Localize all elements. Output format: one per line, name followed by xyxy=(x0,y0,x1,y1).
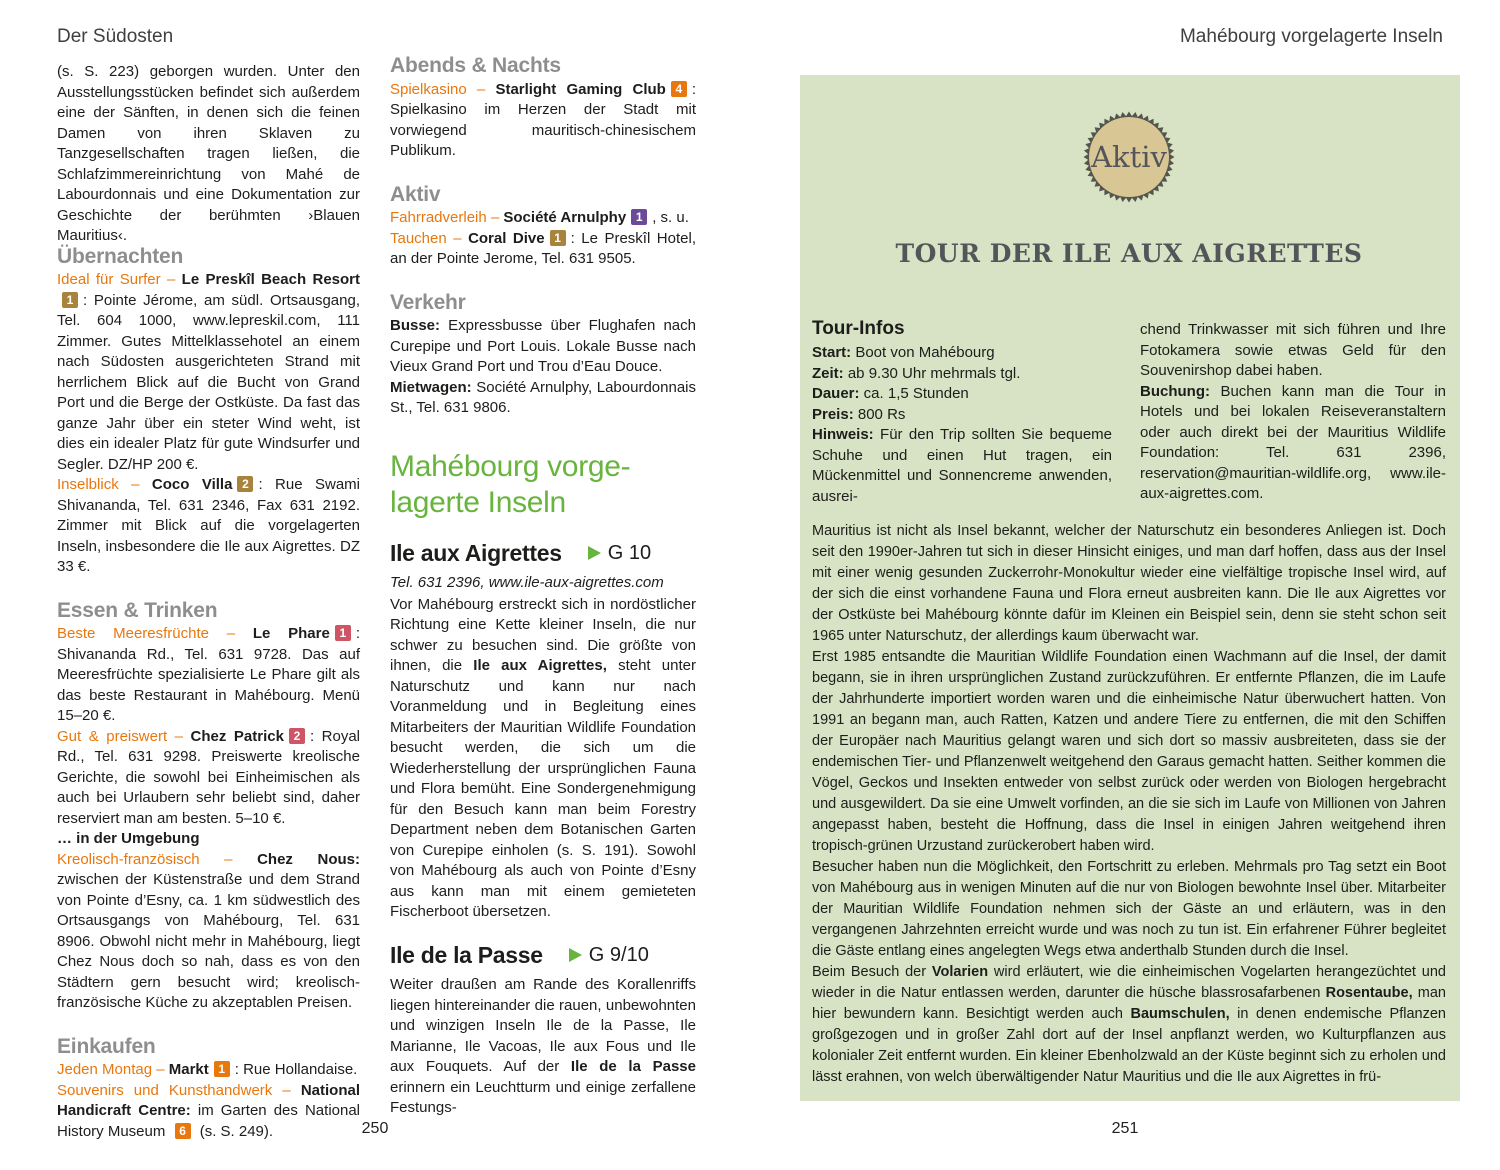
text-segment: Baumschulen, xyxy=(1130,1006,1230,1022)
text-segment: Chez Patrick xyxy=(190,727,284,745)
text-segment: Buchen kann man die Tour in Hotels und bei lokalen Reiseveranstaltern oder auch direkt bei der Mauritius Wildlife Foundation: Tel. 631 2396, reservation@mauritian-wildlife.org, www.ile-aux-aigrettes.com. xyxy=(1140,382,1446,502)
map-ref-badge: 1 xyxy=(631,209,647,225)
island-title: Ile aux Aigrettes xyxy=(390,539,562,566)
text-segment: Weiter draußen am Rande des Korallenriffs liegen hintereinander die rauen, unbewohnten und winzigen Inseln Ile de la Passe, Ile Marianne, Ile Vacoas, Ile aux Fous und Ile aux Fouquets. Auf der xyxy=(390,976,696,1075)
text-segment: Spielkasino – xyxy=(390,80,496,98)
text-segment: Ile aux Aigrettes, xyxy=(473,657,607,674)
listing-entry xyxy=(57,850,360,1014)
map-ref-badge: 6 xyxy=(175,1123,191,1139)
text-segment: Zeit: xyxy=(812,364,844,382)
text-segment: in denen endemische Pflanzen großgezogen und in großer Zahl dort auf der Insel anpflanzt werden, wo Kulturpflanzen aus kolonialer Zeit entfernt wurden. Ein kleiner Ebenholzwald an der Küste beginnt sich zu erholen und lässt erahnen, von welch überwältigender Natur Mauritius und die Ile aux Aigrettes in frü- xyxy=(812,1006,1446,1085)
text-segment: Buchung: xyxy=(1140,382,1210,400)
running-header-left: Der Südosten xyxy=(57,26,174,47)
tour-info-lines xyxy=(1140,320,1446,505)
text-segment: steht unter Naturschutz und kann nur nach Voranmeldung und in Begleitung eines Mitarbeiters der Mauritian Wildlife Foundation besucht werden, die sich um die Wiederherstellung der ursprünglichen Fauna und Flora bemüht. Eine Sondergenehmigung für den Besuch kann man beim Forestry Department neben dem Botanischen Garten von Curepipe einholen (s. S. 191). Sowohl von Mahébourg als auch von Pointe d’Esny aus kann man mit einem gemieteten Fischerboot übersetzen. xyxy=(390,657,696,920)
left-column-1 xyxy=(57,62,360,1142)
text-segment: Volarien xyxy=(931,964,989,980)
text-segment: Busse: xyxy=(390,317,441,334)
listing-entry xyxy=(57,727,360,830)
text-segment: : Rue Hollandaise. xyxy=(234,1061,358,1078)
text-segment: Inselblick – xyxy=(57,476,152,493)
text-segment: Expressbusse über Flughafen nach Curepipe und Port Louis. Lokale Busse nach Vieux Grand Port und Trou d’Eau Douce. xyxy=(390,317,696,375)
text-segment: ca. 1,5 Stunden xyxy=(859,385,969,402)
text-segment: : Pointe Jérome, am südl. Ortsausgang, Tel. 604 1000, www.lepreskil.com, 111 Zimmer. Gutes Mittelklassehotel an einem nach Südosten ausgerichteten Strand mit herrlichem Blick auf die Bucht von Grand Port und die Berge der Ostküste. Da fast das ganze Jahr über ein steter Wind weht, ist dies ein idealer Platz für gute Windsurfer und Segler. DZ/HP 200 €. xyxy=(57,291,360,473)
paragraph xyxy=(1140,320,1446,382)
paragraph xyxy=(812,962,1446,1088)
paragraph xyxy=(812,364,1112,385)
map-ref-badge: 2 xyxy=(289,728,305,744)
tour-infos-columns xyxy=(812,318,1446,507)
listing-entry xyxy=(390,208,696,229)
text-segment: Start: xyxy=(812,344,852,361)
tour-infos-right-column xyxy=(1140,318,1446,507)
text-segment: Starlight Gaming Club xyxy=(495,80,666,98)
text-segment: Boot von Mahébourg xyxy=(851,344,995,361)
listing-entry xyxy=(390,316,696,378)
paragraph xyxy=(812,521,1446,647)
text-segment: Vor Mahébourg erstreckt sich in nordöstlicher Richtung eine Kette kleiner Inseln, die nur schwer zu besuchen sind. Die größte von ihnen, die xyxy=(390,595,696,674)
island-paragraph xyxy=(390,975,696,1119)
paragraph xyxy=(812,384,1112,405)
text-segment: (s. S. 249). xyxy=(195,1122,274,1140)
paragraph xyxy=(812,425,1112,507)
listing-entry xyxy=(57,624,360,727)
aktiv-stamp-label: Aktiv xyxy=(1091,140,1167,174)
text-segment: Mauritius ist nicht als Insel bekannt, welcher der Naturschutz ein besonderes Anliegen ist. Doch seit den 1990er-Jahren tut sich in dieser Hinsicht einiges, und man darf hoffen, dass aus der Insel mit einer wenig gesunden Zuckerrohr-Monokultur wieder eine vielfältige tropische Insel wird, auf der sich die einst vorhandene Fauna und Flora erneut ausbreiten kann. Die Ile aux Aigrettes vor der Ostküste bei Mahébourg könnte dafür im Kleinen ein Beispiel sein, denn sie steht schon seit 1965 unter Naturschutz, der allerdings kaum überwacht war. xyxy=(812,523,1446,644)
section-heading: Aktiv xyxy=(390,182,441,206)
text-segment: wird erläutert, wie die einheimischen Vogelarten herangezüchtet und wieder in die Natur entlassen werden, darunter die hüsche blassrosafarbenen xyxy=(812,964,1446,1001)
map-ref-badge: 1 xyxy=(550,230,566,246)
tour-info-lines xyxy=(812,343,1112,507)
map-ref-badge: 1 xyxy=(335,625,351,641)
text-segment: Gut & preiswert – xyxy=(57,727,191,745)
text-segment: Für den Trip sollten Sie bequeme Schuhe und einen Hut tragen, ein Mückenmittel und Sonnencreme anwenden, ausrei- xyxy=(812,426,1112,505)
text-segment: Tauchen – xyxy=(390,229,469,247)
text-segment: : Royal Rd., Tel. 631 9298. Preiswerte kreolische Gerichte, die sowohl bei Einheimischen als auch bei Urlaubern sehr beliebt sind, daher reserviert man am besten. 5–10 €. xyxy=(57,727,361,827)
text-segment: Souvenirs und Kunsthandwerk – xyxy=(57,1081,301,1099)
grid-ref-label: G 10 xyxy=(607,541,652,564)
text-segment: Dauer: xyxy=(812,385,860,402)
text-segment: Kreolisch-französisch – xyxy=(57,850,258,868)
text-segment: , s. u. xyxy=(652,209,689,226)
text-segment: : Rue Swami Shivananda, Tel. 631 2346, Fax 631 2192. Zimmer mit Blick auf die vorgelagerten Inseln, insbesondere die Ile aux Aigrettes. DZ 33 €. xyxy=(57,476,361,575)
map-grid-reference xyxy=(569,945,649,966)
map-ref-badge: 1 xyxy=(214,1061,230,1077)
col2-sections xyxy=(390,56,696,419)
text-segment: Société Arnulphy xyxy=(503,209,627,226)
page-number-left: 250 xyxy=(361,1120,389,1137)
text-segment: Besucher haben nun die Möglichkeit, den Fortschritt zu erleben. Mehrmals pro Tag setzt ein Boot von Mahébourg aus in wenigen Minuten auf die nur von Biologen bewohnte Insel über. Mitarbeiter der Mauritian Wildlife Foundation nehmen sich der Gäste an und erläutern, was in den vergangenen Jahrzehnten erreicht wurde und was noch zu tun ist. Ein erfahrener Führer begleitet die Gäste entlang eines angelegten Wegs etwa anderthalb Stunden durch die Insel. xyxy=(812,859,1446,959)
chapter-heading xyxy=(390,449,696,521)
map-grid-reference xyxy=(588,543,651,564)
text-segment: Hinweis: xyxy=(812,426,874,443)
tour-infos-left-column xyxy=(812,318,1112,507)
text-segment: Le Preskîl Beach Resort xyxy=(181,271,360,288)
text-segment: Erst 1985 entsandte die Mauritian Wildlife Foundation einen Wachmann auf die Insel, der damit begann, sie in ihren ursprünglichen Zustand zurückzuführen. Er entfernte Pflanzen, die im Laufe der Jahrhunderte importiert worden waren und die einheimische Natur überwuchert hatten. Von 1991 an begann man, auch Ratten, Katzen und andere Tiere zu entfernen, die mit den Schiffen der Europäer nach Mauritius gelangt waren und sich dort so massiv ausbreiteten, dass sie der endemischen Tier- und Pflanzenwelt weitgehend den Garaus gemacht hatten. Seither kommen die Vögel, Geckos und Insekten entweder von selbst zurück oder werden von Biologen hergebracht und ausgewildert. Da sie eine Umwelt vorfinden, an die sie sich im Laufe von Millionen von Jahren angepasst haben, besteht die Hoffnung, dass die Insel in einigen Jahren weitgehend ihren tropisch-grünen Urzustand zurückerobert haben wird. xyxy=(812,649,1446,854)
tour-infos-heading: Tour-Infos xyxy=(812,318,905,339)
text-segment: 800 Rs xyxy=(853,405,906,423)
section-heading: Übernachten xyxy=(57,244,184,268)
map-marker-triangle-icon xyxy=(588,546,601,560)
map-ref-badge: 2 xyxy=(237,476,253,492)
text-segment: Jeden Montag – xyxy=(57,1061,169,1078)
text-segment: Ile de la Passe xyxy=(570,1058,696,1075)
text-segment: Chez Nous: xyxy=(257,850,360,868)
listing-entry xyxy=(390,378,696,419)
listing-entry xyxy=(57,475,360,578)
text-segment: Preis: xyxy=(812,405,854,423)
chapter-heading-line2: lagerte Inseln xyxy=(390,485,566,519)
text-segment: Rosentaube, xyxy=(1325,985,1413,1001)
section-heading: Einkaufen xyxy=(57,1034,156,1058)
aktiv-stamp xyxy=(812,111,1446,203)
island-title: Ile de la Passe xyxy=(390,941,543,968)
contact-line: Tel. 631 2396, www.ile-aux-aigrettes.com xyxy=(390,574,664,591)
text-segment: man hier bewundern kann. Besichtigt werden auch xyxy=(812,985,1446,1022)
text-segment: Fahrradverleih – xyxy=(390,209,504,226)
text-segment: ab 9.30 Uhr mehrmals tgl. xyxy=(843,364,1021,382)
section-heading: Essen & Trinken xyxy=(57,598,218,622)
text-segment: Mietwagen: xyxy=(390,378,472,396)
text-segment: Société Arnulphy, Labourdonnais St., Tel. 631 9806. xyxy=(390,378,696,416)
map-marker-triangle-icon xyxy=(569,948,582,962)
sub-heading: … in der Umgebung xyxy=(57,830,200,847)
text-segment: : Le Preskîl Hotel, an der Pointe Jerome, Tel. 631 9505. xyxy=(390,229,696,267)
text-segment: Markt xyxy=(168,1061,209,1078)
map-ref-badge: 1 xyxy=(62,292,78,308)
left-column-2 xyxy=(390,56,696,1119)
listing-entry xyxy=(390,229,696,270)
aktiv-stamp-badge-icon xyxy=(1083,111,1175,203)
feature-box-body xyxy=(812,521,1446,1088)
paragraph xyxy=(812,405,1112,426)
text-segment: Ideal für Surfer – xyxy=(57,271,182,288)
feature-box-title: TOUR DER ILE AUX AIGRETTES xyxy=(895,239,1363,268)
text-segment: Coco Villa xyxy=(151,476,233,493)
text-segment: Beste Meeresfrüchte – xyxy=(57,625,253,642)
map-ref-badge: 4 xyxy=(671,81,687,97)
section-ile-de-la-passe xyxy=(390,941,696,968)
listing-entry xyxy=(390,80,696,162)
text-segment: Le Phare xyxy=(252,625,330,642)
text-segment: erinnern ein Leuchtturm und einige zerfallene Festungs- xyxy=(390,1078,696,1116)
section-ile-aux-aigrettes xyxy=(390,539,696,566)
text-segment: : Shivananda Rd., Tel. 631 9728. Das auf Meeresfrüchte spezialisierte Le Phare gilt als das beste Restaurant in Mahébourg. Menü 15–20 €. xyxy=(57,625,360,724)
paragraph xyxy=(1140,382,1446,505)
paragraph xyxy=(812,857,1446,962)
text-segment: : Spielkasino im Herzen der Stadt mit vorwiegend mauritisch-chinesischem Publikum. xyxy=(390,80,696,159)
section-heading: Abends & Nachts xyxy=(390,54,561,77)
intro-paragraph: (s. S. 223) geborgen wurden. Unter den Ausstellungsstücken befindet sich außerdem eine der Sänften, in denen sich die feinen Damen von ihren Sklaven zu Tanzgesellschaften tragen ließen, die Schlafzimmereinrichtung von Mahé de Labourdonnais und eine Dokumentation zur Geschichte der berühmten ›Blauen Mauritius‹. xyxy=(57,63,360,244)
chapter-heading-line1: Mahébourg vorge- xyxy=(390,449,631,483)
aktiv-feature-box xyxy=(800,75,1460,1101)
col1-sections xyxy=(57,244,361,1143)
text-segment: im Garten des National History Museum xyxy=(57,1102,361,1140)
text-segment: Beim Besuch der xyxy=(812,964,932,980)
section-heading: Verkehr xyxy=(390,290,466,314)
island-paragraph xyxy=(390,595,696,923)
text-segment: zwischen der Küstenstraße und dem Strand von Pointe d’Esny, ca. 1 km südwestlich des Ortsausgangs von Mahébourg, Tel. 631 8906. Obwohl nicht mehr in Mahébourg, liegt Chez Nous doch so nah, dass es von den Städtern gern besucht wird; kreolisch-französische Küche zu akzeptablen Preisen. xyxy=(57,871,360,1011)
paragraph xyxy=(812,647,1446,857)
running-header-right: Mahébourg vorgelagerte Inseln xyxy=(1179,26,1443,47)
text-segment: National Handicraft Centre: xyxy=(57,1081,360,1119)
paragraph xyxy=(812,343,1112,364)
page-number-right: 251 xyxy=(1111,1120,1139,1137)
text-segment: Coral Dive xyxy=(468,229,545,247)
listing-entry xyxy=(57,1060,360,1081)
text-segment: chend Trinkwasser mit sich führen und Ihre Fotokamera sowie etwas Geld für den Souvenirshop dabei haben. xyxy=(1140,321,1446,379)
grid-ref-label: G 9/10 xyxy=(588,943,649,966)
listing-entry xyxy=(57,270,360,475)
